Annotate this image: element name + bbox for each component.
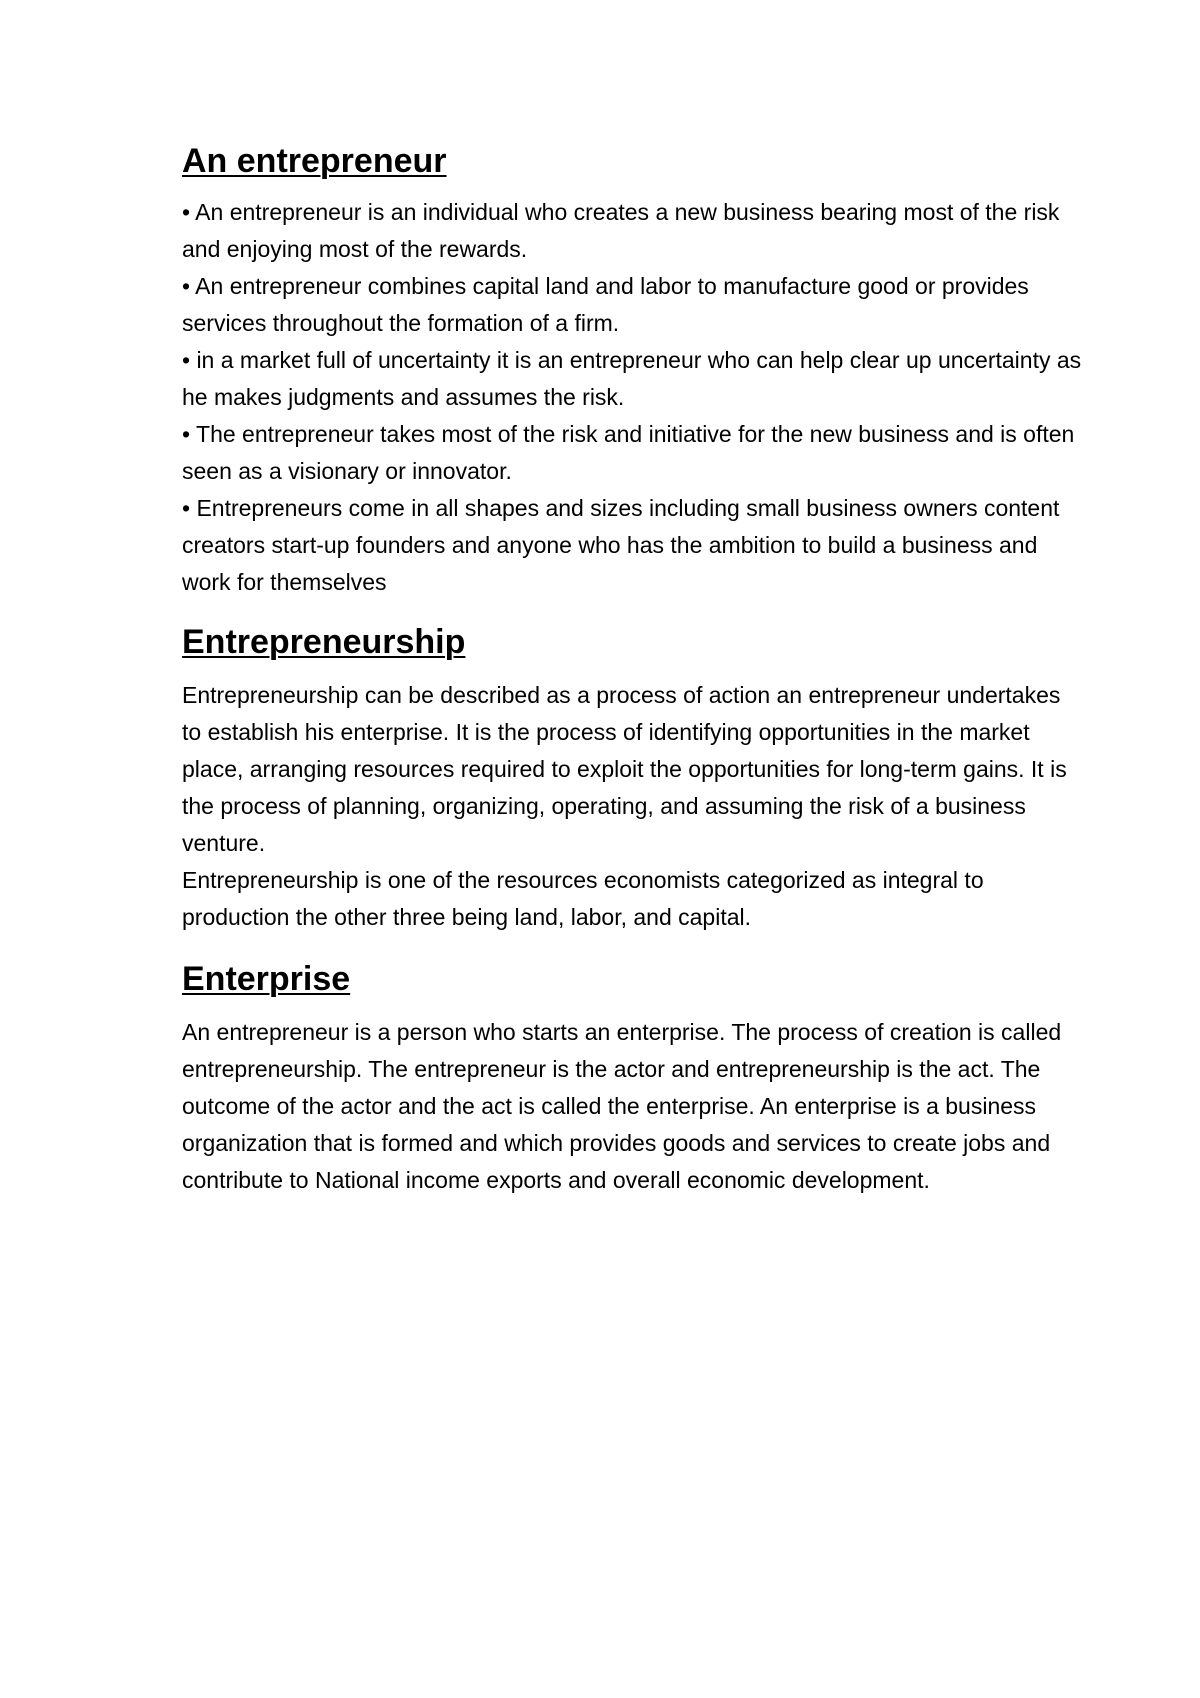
bullet-paragraph: • An entrepreneur combines capital land and labor to manufacture good or provides services throughout the formation of a firm. [182,273,1029,336]
body-paragraph: Entrepreneurship can be described as a process of action an entrepreneur undertakes to establish his enterprise. It is the process of identifying opportunities in the market place, arranging resources required to exploit the opportunities for long-term gains. It is the process of planning, organizing, operating, and assuming the risk of a business venture. [182,682,1067,856]
bullet-paragraph: • An entrepreneur is an individual who creates a new business bearing most of the risk and enjoying most of the rewards. [182,199,1060,262]
body-paragraph: Entrepreneurship is one of the resources economists categorized as integral to production the other three being land, labor, and capital. [182,867,984,930]
document-page [182,140,1082,1199]
body-paragraph: An entrepreneur is a person who starts an enterprise. The process of creation is called entrepreneurship. The entrepreneur is the actor and entrepreneurship is the act. The outcome of the actor and the act is called the enterprise. An enterprise is a business organization that is formed and which provides goods and services to create jobs and contribute to National income exports and overall economic development. [182,1019,1062,1193]
section-heading-entrepreneur: An entrepreneur [182,142,447,180]
section-heading-entrepreneurship: Entrepreneurship [182,623,466,661]
bullet-paragraph: • The entrepreneur takes most of the risk and initiative for the new business and is often seen as a visionary or innovator. [182,421,1075,484]
bullet-paragraph: • Entrepreneurs come in all shapes and sizes including small business owners content creators start-up founders and anyone who has the ambition to build a business and work for themselves [182,495,1060,595]
bullet-paragraph: • in a market full of uncertainty it is an entrepreneur who can help clear up uncertainty as he makes judgments and assumes the risk. [182,347,1082,410]
section-heading-enterprise: Enterprise [182,960,351,998]
